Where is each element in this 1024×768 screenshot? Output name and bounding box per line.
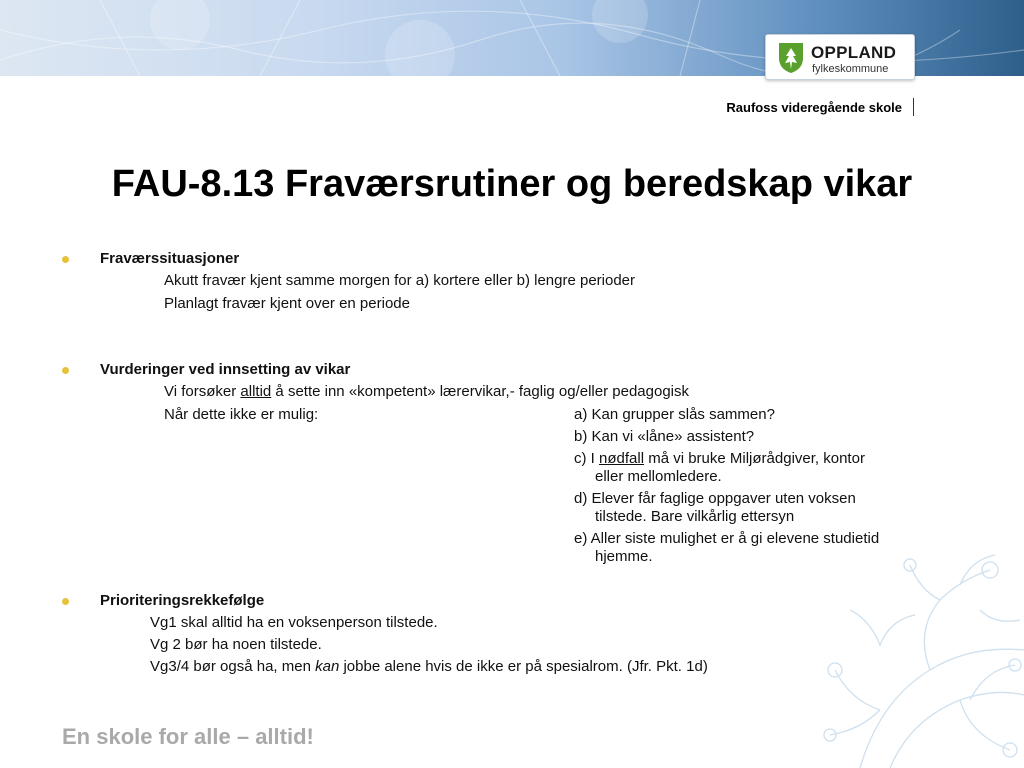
section-line bbox=[150, 658, 708, 675]
text-part: må vi bruke Miljørådgiver, kontor bbox=[644, 450, 865, 467]
option-a: a) Kan grupper slås sammen? bbox=[574, 406, 775, 423]
logo-title: OPPLAND bbox=[811, 43, 897, 62]
option-d: d) Elever får faglige oppgaver uten voksen bbox=[574, 490, 856, 507]
slide-title: FAU-8.13 Fraværsrutiner og beredskap vikar bbox=[111, 163, 913, 205]
bullet-dot bbox=[62, 256, 69, 263]
logo-subtitle: fylkeskommune bbox=[812, 63, 889, 75]
text-part: c) I bbox=[574, 450, 599, 467]
bullet-dot bbox=[62, 598, 69, 605]
section-heading: Fraværssituasjoner bbox=[100, 250, 240, 267]
underlined-text: alltid bbox=[240, 383, 272, 400]
option-b: b) Kan vi «låne» assistent? bbox=[574, 428, 755, 445]
footer-slogan: En skole for alle – alltid! bbox=[62, 724, 314, 749]
option-c bbox=[574, 450, 865, 467]
text-part: Vi forsøker bbox=[164, 383, 241, 400]
section-line: Vg1 skal alltid ha en voksenperson tilstede. bbox=[150, 614, 438, 631]
text-part: Vg3/4 bør også ha, men bbox=[150, 658, 316, 675]
text-part: å sette inn «kompetent» lærervikar,- faglig og/eller pedagogisk bbox=[271, 383, 690, 400]
underlined-text: nødfall bbox=[599, 450, 645, 467]
section-heading: Vurderinger ved innsetting av vikar bbox=[100, 361, 351, 378]
section-line bbox=[164, 383, 689, 400]
option-c-continued: eller mellomledere. bbox=[595, 468, 722, 485]
section-line: Planlagt fravær kjent over en periode bbox=[164, 295, 410, 312]
italic-text: kan bbox=[315, 658, 340, 675]
option-e: e) Aller siste mulighet er å gi elevene studietid bbox=[574, 530, 880, 547]
school-name: Raufoss videregående skole bbox=[726, 100, 902, 115]
section-line: Vg 2 bør ha noen tilstede. bbox=[150, 636, 322, 653]
section-line: Når dette ikke er mulig: bbox=[164, 406, 319, 423]
option-e-continued: hjemme. bbox=[595, 548, 653, 565]
floral-decoration bbox=[820, 550, 1024, 768]
section-line: Akutt fravær kjent samme morgen for a) kortere eller b) lengre perioder bbox=[164, 272, 636, 289]
option-d-continued: tilstede. Bare vilkårlig ettersyn bbox=[595, 508, 795, 525]
section-heading: Prioriteringsrekkefølge bbox=[100, 592, 265, 609]
bullet-dot bbox=[62, 367, 69, 374]
text-part: jobbe alene hvis de ikke er på spesialrom. (Jfr. Pkt. 1d) bbox=[339, 658, 708, 675]
